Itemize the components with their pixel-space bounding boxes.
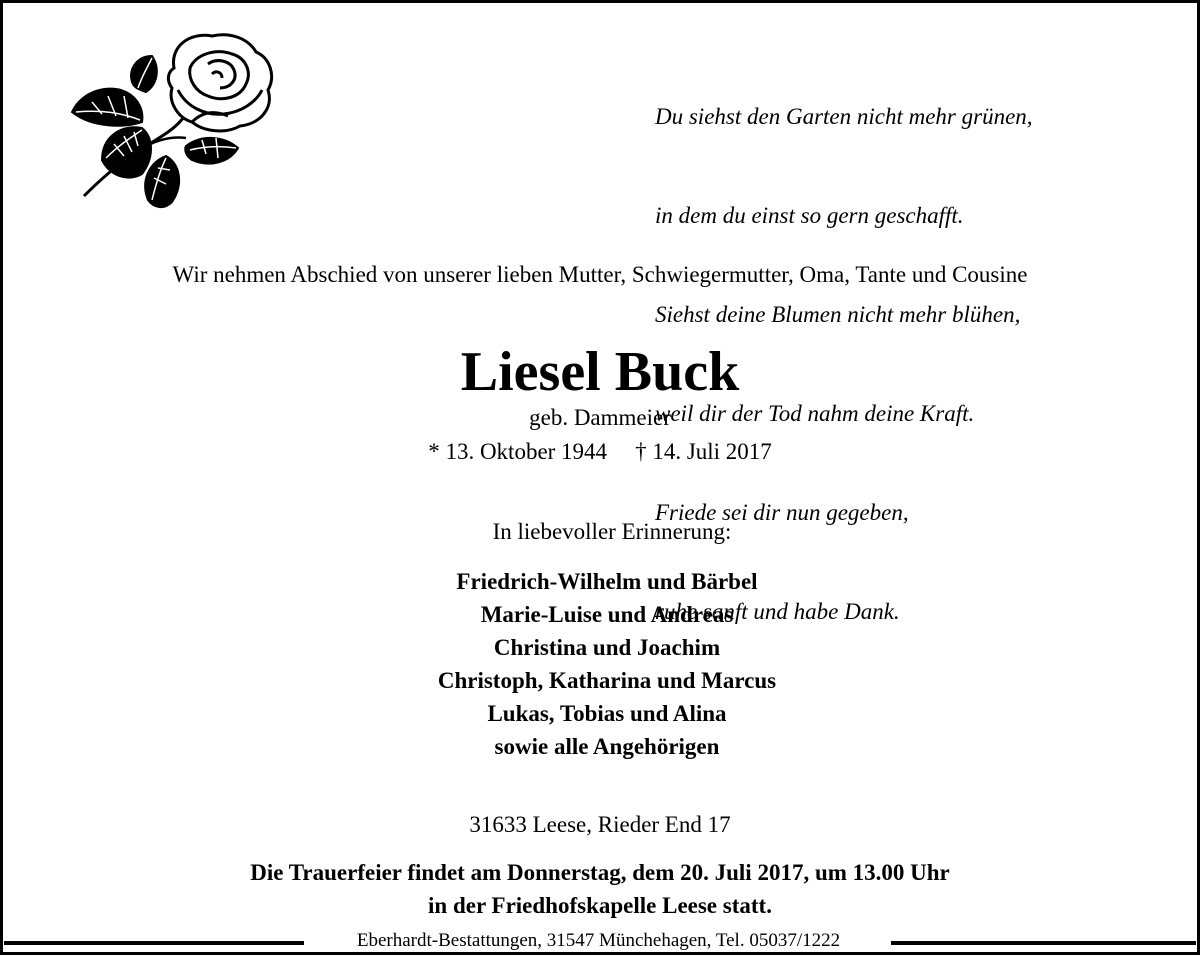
rose-icon (62, 28, 280, 216)
poem-line: in dem du einst so gern geschafft. (655, 203, 964, 228)
family-line: sowie alle Angehörigen (494, 734, 720, 759)
footer (0, 930, 1200, 956)
ceremony-line: Die Trauerfeier findet am Donnerstag, dem 20. Juli 2017, um 13.00 Uhr (250, 860, 950, 885)
memory-heading: In liebevoller Erinnerung: (492, 519, 732, 544)
ceremony-line: in der Friedhofskapelle Leese statt. (428, 893, 772, 918)
death-date: † 14. Juli 2017 (635, 439, 772, 464)
birth-name: geb. Dammeier (529, 405, 671, 430)
footer-text: Eberhardt-Bestattungen, 31547 Münchehagen, Tel. 05037/1222 (356, 930, 841, 951)
footer-rule-left (4, 941, 304, 945)
family-list (0, 565, 1200, 763)
poem-line: Friede sei dir nun gegeben, (655, 500, 909, 525)
farewell-intro: Wir nehmen Abschied von unserer lieben Mutter, Schwiegermutter, Oma, Tante und Cousine (172, 262, 1028, 287)
birth-date: * 13. Oktober 1944 (428, 439, 608, 464)
poem-line: weil dir der Tod nahm deine Kraft. (655, 401, 975, 426)
address: 31633 Leese, Rieder End 17 (469, 812, 731, 837)
ceremony-notice (0, 856, 1200, 922)
footer-rule-right (891, 941, 1196, 945)
poem-line: Siehst deine Blumen nicht mehr blühen, (655, 302, 1021, 327)
family-line: Marie-Luise und Andreas (480, 602, 734, 627)
family-line: Friedrich-Wilhelm und Bärbel (456, 569, 758, 594)
family-line: Christina und Joachim (493, 635, 721, 660)
family-line: Lukas, Tobias und Alina (487, 701, 727, 726)
family-line: Christoph, Katharina und Marcus (437, 668, 777, 693)
deceased-name: Liesel Buck (460, 341, 740, 403)
poem-line: ruhe sanft und habe Dank. (655, 599, 900, 624)
life-dates (0, 439, 1200, 465)
poem-line: Du siehst den Garten nicht mehr grünen, (655, 104, 1033, 129)
